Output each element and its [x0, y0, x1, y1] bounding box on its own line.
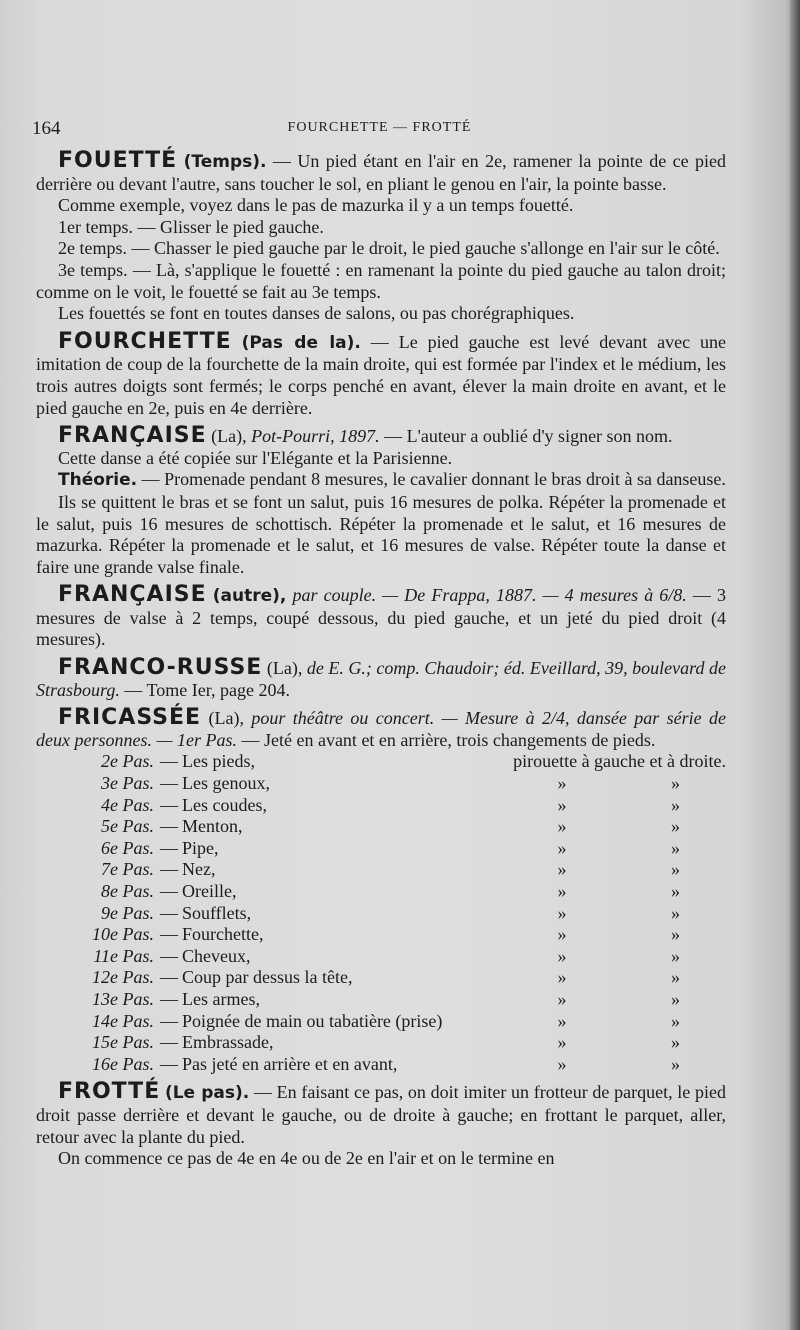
headword: FRANCO-RUSSE	[58, 655, 263, 681]
step-row	[36, 967, 726, 989]
entry-text: — Le pied gauche est levé devant avec une imitation de coup de la fourchette de la main droite, qui est formée par l'index et le médium, les trois autres doigts sont fermés; le corps penché en avant, élever la main droite en avant, et le pied gauche en 2e, puis en 4e derrière.	[36, 331, 726, 418]
paragraph: Les fouettés se font en toutes danses de salons, ou pas chorégraphiques.	[58, 303, 575, 324]
entry-frotte	[36, 1081, 726, 1169]
entry-label: (Pas de la).	[241, 332, 361, 353]
step-dash: —	[160, 773, 178, 794]
step-dash: —	[160, 1032, 178, 1053]
running-title: FOURCHETTE — FROTTÉ	[287, 120, 472, 135]
ditto-mark: »	[671, 988, 680, 1009]
step-text: Les pieds,	[182, 751, 255, 772]
step-number: 13e Pas.	[92, 988, 154, 1009]
step-number: 7e Pas.	[101, 859, 154, 880]
paragraph: Comme exemple, voyez dans le pas de mazurka il y a un temps fouetté.	[58, 195, 574, 216]
theorie-label: Théorie.	[58, 470, 138, 491]
entry-label: (La),	[208, 708, 244, 729]
ditto-mark: »	[557, 1053, 567, 1074]
step-dash: —	[160, 967, 178, 988]
step-number: 4e Pas.	[101, 794, 154, 815]
entry-francaise	[36, 425, 726, 578]
ditto-mark: »	[557, 837, 567, 858]
step-dash: —	[160, 902, 178, 923]
ditto-mark: »	[557, 881, 567, 901]
ditto-mark: »	[671, 773, 680, 794]
entry-text: — L'auteur a oublié d'y signer son nom.	[384, 426, 673, 447]
step-number: 11e Pas.	[93, 945, 154, 966]
ditto-mark: »	[557, 1032, 567, 1053]
step-dash: —	[160, 881, 178, 901]
step-text: Cheveux,	[182, 945, 251, 966]
step-dash: —	[160, 924, 178, 945]
step-text: Coup par dessus la tête,	[182, 967, 353, 988]
ditto-mark: »	[671, 881, 680, 901]
ditto-mark: »	[671, 924, 680, 945]
step-row	[36, 903, 726, 925]
step-row	[36, 816, 726, 838]
headword: FOUETTÉ	[58, 148, 178, 173]
entry-fouette	[36, 150, 726, 325]
ditto-mark: »	[671, 945, 680, 966]
headword: FROTTÉ	[58, 1079, 161, 1105]
step-dash: —	[160, 837, 178, 858]
step-text: Poignée de main ou tabatière (prise)	[182, 1010, 443, 1031]
ditto-mark: »	[671, 1010, 680, 1031]
entry-source: pour théâtre ou concert. — Mesure à 2/4, dansée par série de deux personnes. — 1er Pas.	[36, 708, 726, 750]
paragraph: Ils se quittent le bras et se font un salut, puis 16 mesures de polka. Répéter la promenade et le salut, puis 16 mesures de schottisch. Répéter la promenade et le salut, et 16 mesures de mazurka. Répéter la promenade et le salut, et 16 mesures de valse. Répéter toute la danse et faire une grande valse finale.	[36, 491, 726, 577]
ditto-mark: »	[671, 837, 680, 858]
step-text: Les coudes,	[182, 794, 267, 815]
entry-label: (Le pas).	[164, 1083, 250, 1104]
step-number: 9e Pas.	[101, 902, 154, 923]
ditto-mark: »	[557, 945, 567, 966]
step-number: 3e Pas.	[101, 773, 154, 794]
step-number: 15e Pas.	[92, 1032, 154, 1053]
step-text: Embrassade,	[182, 1032, 274, 1053]
ditto-mark: »	[557, 902, 567, 923]
step-text: Oreille,	[182, 881, 237, 901]
entry-text: — 3 mesures de valse à 2 temps, coupé dessous, du pied gauche, et un jeté du pied droit (4 mesures).	[36, 585, 727, 650]
entry-label: (La),	[211, 426, 247, 447]
step-number: 8e Pas.	[101, 881, 154, 901]
step-number: 2e Pas.	[101, 751, 154, 772]
step-text: Menton,	[182, 816, 243, 837]
step-row	[36, 924, 726, 946]
ditto-mark: »	[671, 816, 680, 837]
headword: FRICASSÉE	[58, 705, 202, 731]
entry-label: (La),	[266, 658, 303, 679]
entry-francaise-autre	[36, 584, 726, 651]
step-row	[36, 946, 726, 968]
paragraph: 2e temps. — Chasser le pied gauche par le droit, le pied gauche s'allonge en l'air sur le côté.	[58, 238, 720, 259]
step-row	[36, 1054, 726, 1076]
ditto-mark: »	[671, 902, 680, 923]
entry-fourchette	[36, 328, 726, 419]
dictionary-content	[36, 150, 726, 1170]
entry-text: — Jeté en avant et en arrière, trois changements de pieds.	[241, 729, 656, 750]
ditto-mark: »	[671, 967, 680, 988]
entry-fricassee	[36, 707, 726, 1075]
entry-label: (autre),	[212, 586, 287, 607]
ditto-mark: »	[557, 1010, 567, 1031]
headword: FRANÇAISE	[58, 582, 207, 608]
entry-source: Pot-Pourri, 1897.	[251, 426, 380, 447]
step-continuation: pirouette à gauche et à droite.	[513, 751, 726, 772]
step-number: 5e Pas.	[101, 816, 154, 837]
step-row	[36, 989, 726, 1011]
entry-label: (Temps).	[183, 152, 267, 172]
step-dash: —	[160, 945, 178, 966]
step-dash: —	[160, 859, 178, 880]
ditto-mark: »	[557, 988, 567, 1009]
ditto-mark: »	[557, 967, 567, 988]
step-dash: —	[160, 751, 178, 772]
ditto-mark: »	[671, 1032, 680, 1053]
ditto-mark: »	[557, 924, 567, 945]
paragraph: On commence ce pas de 4e en 4e ou de 2e en l'air et on le termine en	[58, 1148, 555, 1169]
step-row	[36, 751, 726, 773]
ditto-mark: »	[557, 773, 567, 794]
step-text: Soufflets,	[182, 902, 252, 923]
entry-text: — En faisant ce pas, on doit imiter un frotteur de parquet, le pied droit passe derrière et devant le gauche, ou de droite à gauche; en frottant le parquet, aller, retour avec la plante du pied.	[36, 1082, 727, 1147]
step-dash: —	[160, 1053, 178, 1074]
step-text: Fourchette,	[182, 924, 264, 945]
paragraph: — Promenade pendant 8 mesures, le cavalier donnant le bras droit à sa danseuse.	[141, 469, 726, 490]
headword: FRANÇAISE	[58, 423, 207, 449]
entry-text: — Tome Ier, page 204.	[124, 679, 290, 700]
step-dash: —	[160, 988, 178, 1009]
paragraph: 1er temps. — Glisser le pied gauche.	[58, 216, 324, 237]
step-row	[36, 1032, 726, 1054]
ditto-mark: »	[671, 1053, 680, 1074]
step-row	[36, 859, 726, 881]
ditto-mark: »	[671, 794, 680, 815]
ditto-mark: »	[557, 816, 567, 837]
step-text: Les genoux,	[182, 773, 270, 794]
paragraph: Cette danse a été copiée sur l'Elégante et la Parisienne.	[58, 447, 453, 468]
step-dash: —	[160, 816, 178, 837]
step-text: Pas jeté en arrière et en avant,	[182, 1053, 398, 1074]
page-number: 164	[32, 118, 61, 139]
step-dash: —	[160, 1010, 178, 1031]
step-row	[36, 1011, 726, 1033]
steps-table	[36, 751, 726, 1075]
step-text: Pipe,	[182, 837, 219, 858]
entry-text: — Un pied étant en l'air en 2e, ramener la pointe de ce pied derrière ou devant l'autre, sans toucher le sol, en pliant le genou en l'air, la pointe basse.	[36, 151, 727, 194]
headword: FOURCHETTE	[58, 328, 232, 354]
step-dash: —	[160, 794, 178, 815]
step-number: 12e Pas.	[92, 967, 154, 988]
step-row	[36, 881, 726, 903]
paragraph: 3e temps. — Là, s'applique le fouetté : en ramenant la pointe du pied gauche au talon droit; comme on le voit, le fouetté se fait au 3e temps.	[36, 259, 726, 302]
ditto-mark: »	[671, 859, 680, 880]
book-spine-shadow	[790, 0, 800, 1330]
step-text: Nez,	[182, 859, 216, 880]
step-row	[36, 795, 726, 817]
entry-source: par couple. — De Frappa, 1887. — 4 mesures à 6/8.	[292, 585, 687, 606]
step-number: 14e Pas.	[92, 1010, 154, 1031]
step-row	[36, 838, 726, 860]
entry-source: de E. G.; comp. Chaudoir; éd. Eveillard, 39, boulevard de Strasbourg.	[36, 658, 727, 700]
entry-franco-russe	[36, 657, 726, 701]
ditto-mark: »	[557, 794, 567, 815]
step-number: 16e Pas.	[92, 1053, 154, 1074]
page-header	[32, 118, 727, 140]
step-row	[36, 773, 726, 795]
step-text: Les armes,	[182, 988, 260, 1009]
step-number: 10e Pas.	[92, 924, 154, 945]
step-number: 6e Pas.	[101, 837, 154, 858]
ditto-mark: »	[557, 859, 567, 880]
